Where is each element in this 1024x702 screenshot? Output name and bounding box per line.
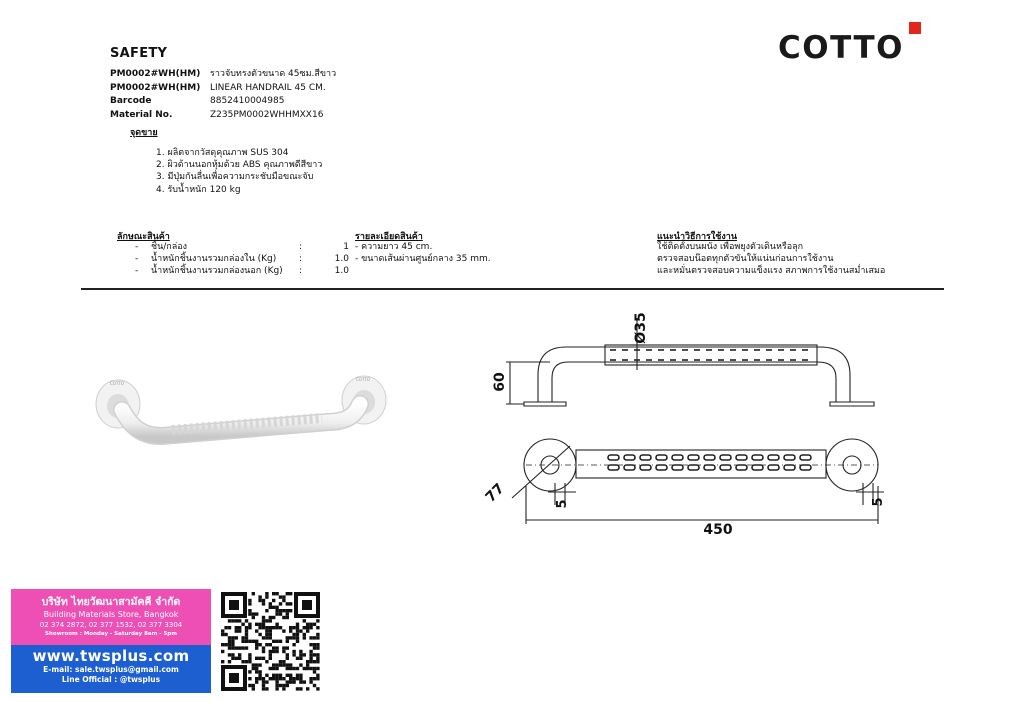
qr-code-icon[interactable] bbox=[220, 591, 321, 692]
detail-item: - ขนาดเส้นผ่านศูนย์กลาง 35 mm. bbox=[355, 254, 491, 265]
spec-row bbox=[135, 265, 349, 277]
logo-red-square bbox=[909, 22, 921, 34]
spec-colon: : bbox=[299, 254, 303, 265]
info-row-name-th bbox=[110, 68, 336, 82]
spec-colon: : bbox=[299, 266, 303, 277]
info-row-name-en bbox=[110, 82, 336, 96]
banner-email[interactable]: E-mail: sale.twsplus@gmail.com bbox=[43, 665, 179, 674]
info-value: 8852410004985 bbox=[210, 96, 285, 106]
usage-list bbox=[657, 241, 885, 278]
info-row-material bbox=[110, 109, 336, 123]
banner-store: Building Materials Store, Bangkok bbox=[43, 610, 179, 619]
banner-hours: Showroom : Monday - Saturday 8am - 5pm bbox=[45, 631, 177, 637]
spec-dash: - bbox=[135, 266, 139, 277]
features-title: จุดขาย bbox=[130, 128, 158, 138]
product-info bbox=[110, 68, 336, 122]
spec-colon: : bbox=[299, 242, 303, 252]
info-key: Material No. bbox=[110, 109, 173, 120]
product-photo bbox=[92, 366, 392, 446]
spec-value: 1.0 bbox=[334, 266, 349, 277]
spec-label: น้ำหนักชิ้นงานรวมกล่องนอก (Kg) bbox=[151, 266, 283, 277]
feature-item: 1. ผลิตจากวัสดุคุณภาพ SUS 304 bbox=[156, 148, 289, 158]
info-row-barcode bbox=[110, 95, 336, 109]
svg-text:COTTO: COTTO bbox=[110, 381, 124, 386]
info-value: ราวจับทรงตัวขนาด 45ซม.สีขาว bbox=[210, 69, 337, 79]
spec-label: น้ำหนักชิ้นงานรวมกล่องใน (Kg) bbox=[151, 254, 277, 265]
cotto-logo bbox=[778, 22, 928, 68]
spec-value: 1 bbox=[343, 242, 349, 252]
usage-item: และหมั่นตรวจสอบความแข็งแรง สภาพการใช้งานสม่ำเสมอ bbox=[657, 266, 886, 277]
banner-company: บริษัท ไทยวัฒนาสามัคคี จำกัด bbox=[41, 596, 181, 608]
banner-bottom bbox=[11, 645, 211, 693]
grip-dots bbox=[608, 350, 811, 470]
dim-height-label: 60 bbox=[492, 372, 508, 392]
features-list bbox=[156, 147, 322, 196]
details-title: รายละเอียดสินค้า bbox=[355, 232, 423, 242]
logo-text: COTTO bbox=[778, 30, 904, 66]
banner-phone: 02 374 2872, 02 377 1532, 02 377 3304 bbox=[39, 621, 183, 629]
dim-diameter-label: Ø35 bbox=[633, 312, 649, 344]
usage-item: ใช้ติดตั้งบนผนัง เพื่อพยุงตัวเดินหรือลุก bbox=[657, 242, 804, 252]
dim-screw-left-label: 5 bbox=[555, 499, 570, 509]
specs-title: ลักษณะสินค้า bbox=[117, 232, 170, 242]
dim-screw-right-label: 5 bbox=[871, 497, 886, 507]
detail-item: - ความยาว 45 cm. bbox=[355, 242, 433, 252]
svg-text:COTTO: COTTO bbox=[356, 377, 370, 382]
feature-item: 2. ผิวด้านนอกหุ้มด้วย ABS คุณภาพดีสีขาว bbox=[156, 160, 323, 171]
info-value: Z235PM0002WHHMXX16 bbox=[210, 109, 324, 120]
details-list bbox=[355, 241, 491, 265]
spec-dash: - bbox=[135, 254, 139, 265]
banner-top bbox=[11, 589, 211, 645]
spec-row bbox=[135, 241, 349, 253]
feature-item: 4. รับน้ำหนัก 120 kg bbox=[156, 184, 241, 195]
technical-drawing bbox=[482, 300, 910, 550]
store-banner bbox=[11, 589, 211, 693]
info-value: LINEAR HANDRAIL 45 CM. bbox=[210, 82, 326, 93]
feature-item: 3. มีปุ่มกันลื่นเพื่อความกระชับมือขณะจับ bbox=[156, 172, 314, 183]
spec-label: ชิ้น/กล่อง bbox=[151, 242, 188, 252]
spec-value: 1.0 bbox=[334, 254, 349, 265]
spec-dash: - bbox=[135, 242, 139, 252]
page-title: SAFETY bbox=[110, 46, 168, 61]
info-key: Barcode bbox=[110, 96, 152, 106]
specs-table bbox=[135, 241, 349, 278]
usage-title: แนะนำวิธีการใช้งาน bbox=[657, 232, 737, 242]
banner-website[interactable]: www.twsplus.com bbox=[32, 647, 190, 665]
dim-length-label: 450 bbox=[703, 522, 733, 538]
section-divider bbox=[81, 288, 944, 290]
dim-flange-label: 77 bbox=[482, 480, 508, 506]
banner-line: Line Official : @twsplus bbox=[61, 675, 161, 684]
usage-item: ตรวจสอบน๊อตทุกตัวขันให้แน่นก่อนการใช้งาน bbox=[657, 254, 834, 265]
spec-row bbox=[135, 253, 349, 265]
info-key: PM0002#WH(HM) bbox=[110, 82, 201, 93]
info-key: PM0002#WH(HM) bbox=[110, 69, 201, 79]
